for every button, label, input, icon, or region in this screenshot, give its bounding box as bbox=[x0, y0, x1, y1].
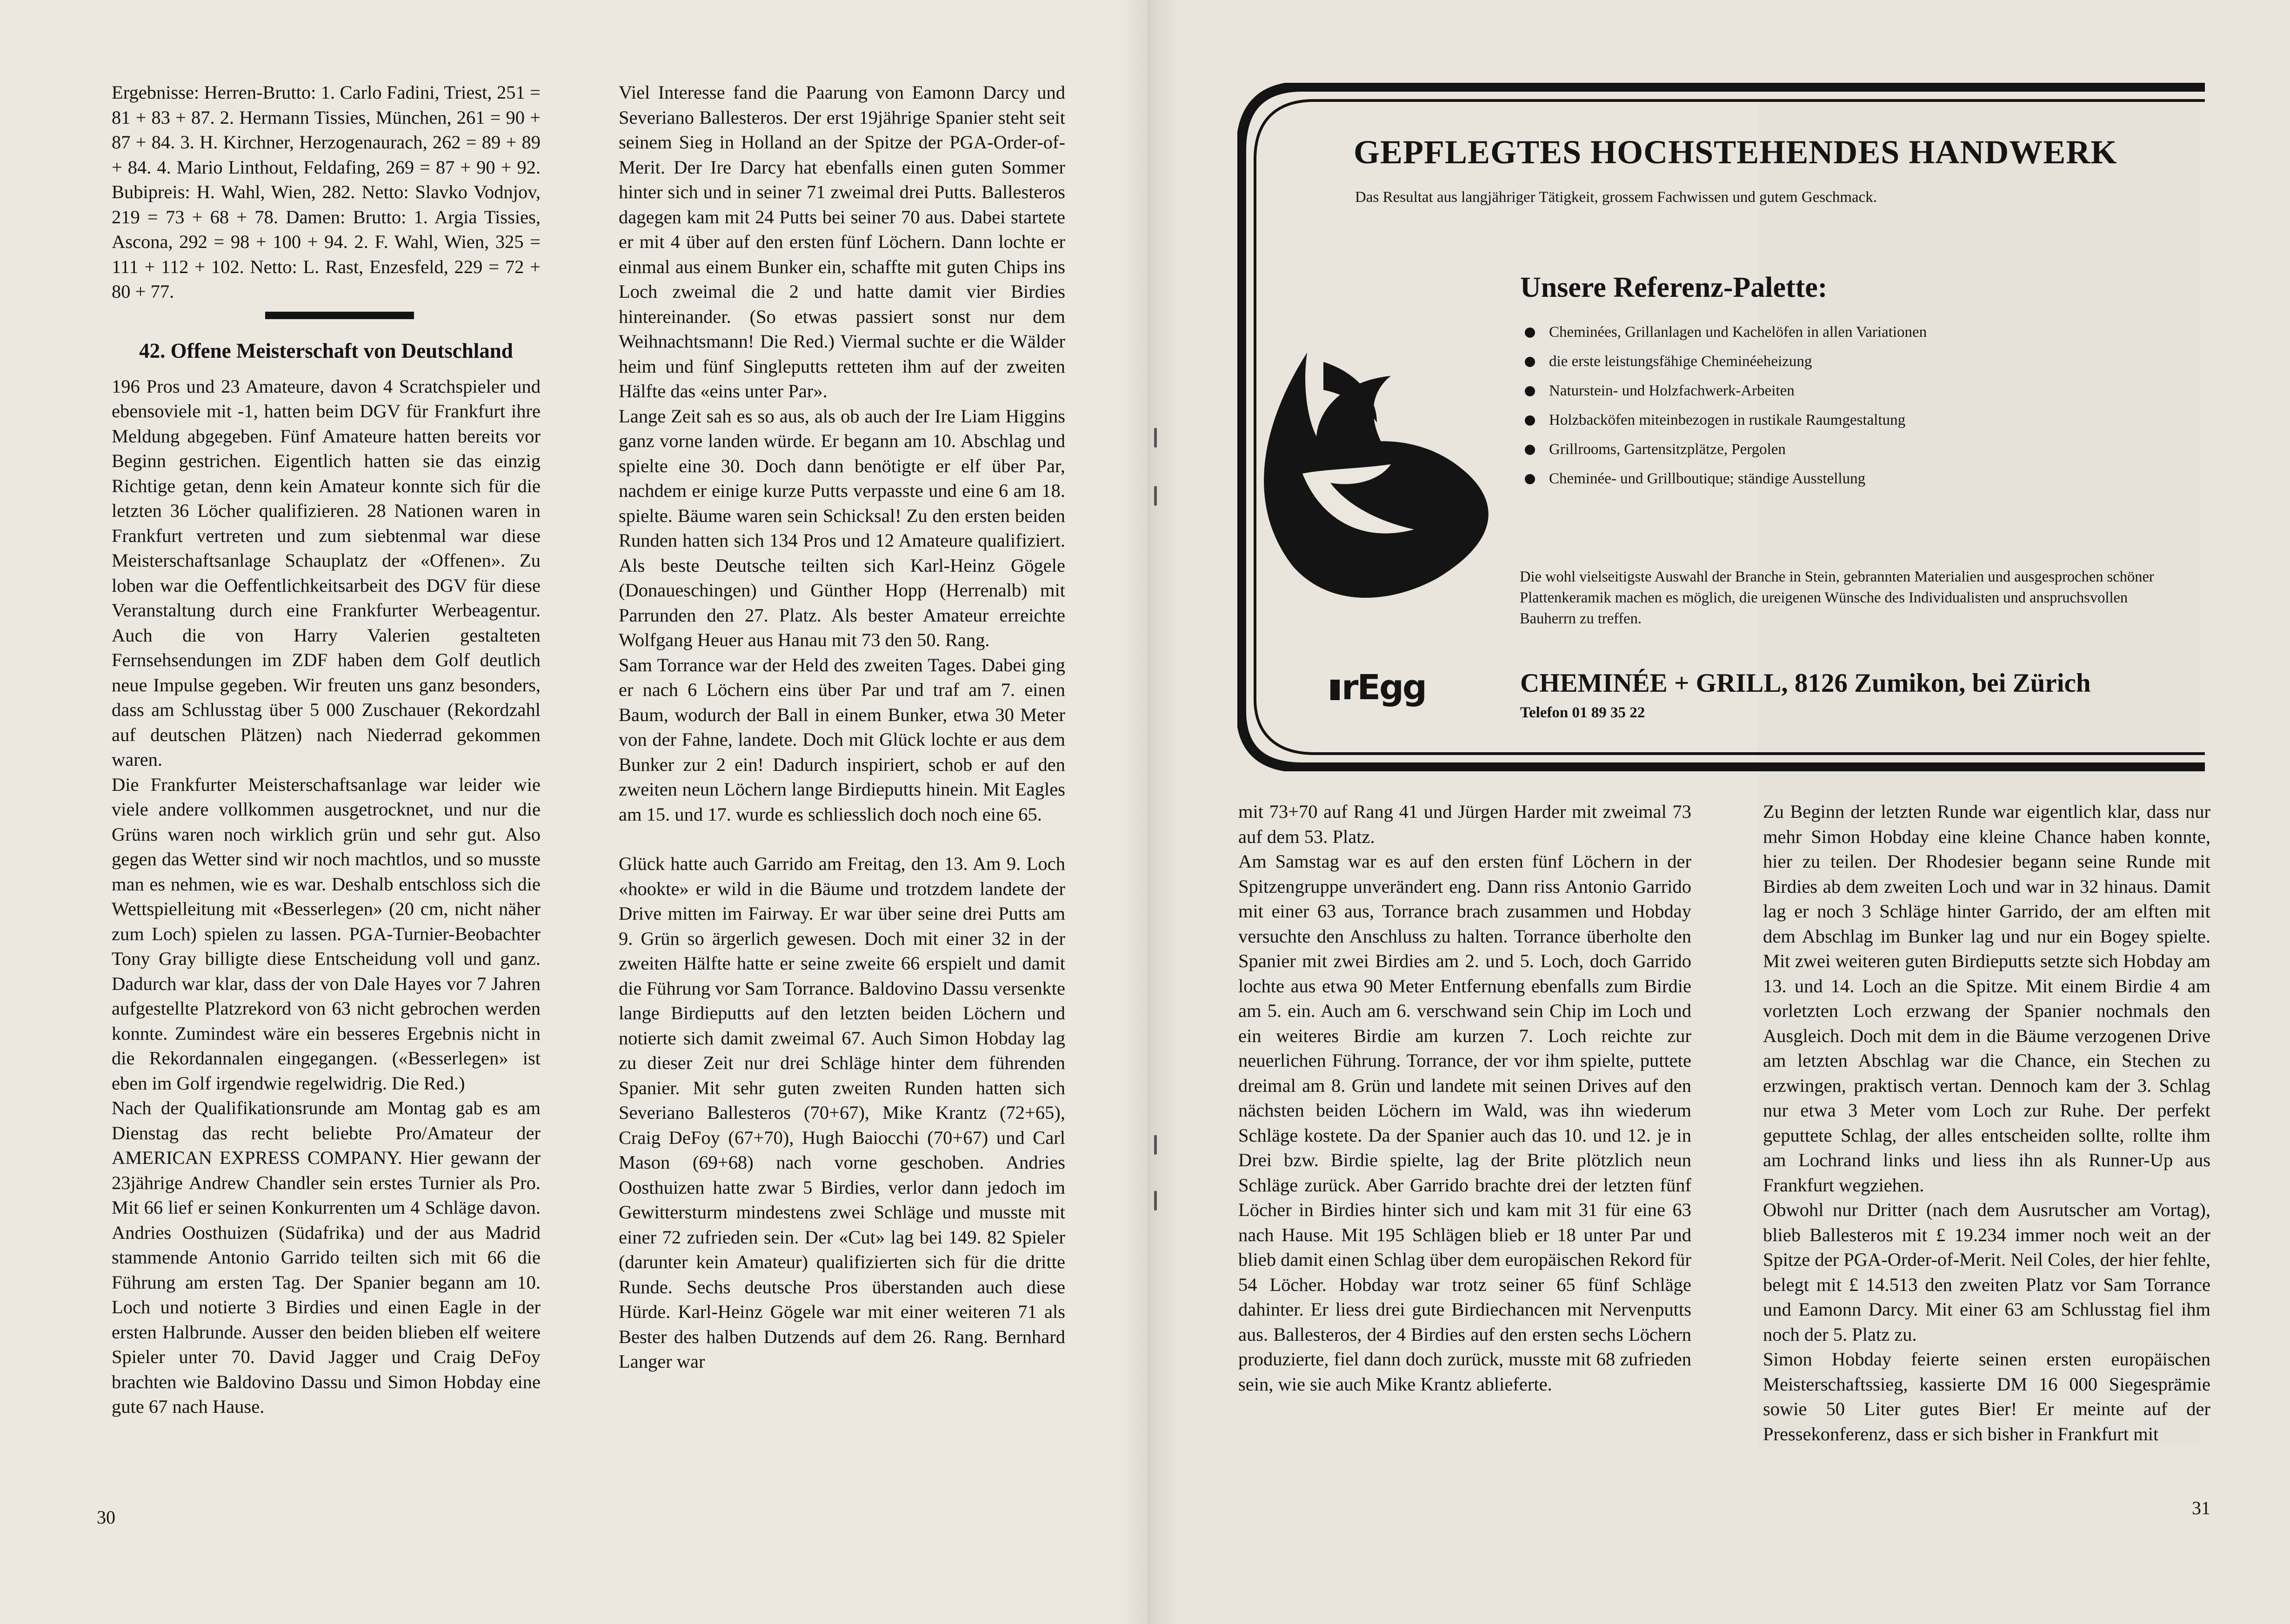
paragraph: Zu Beginn der letzten Runde war eigentlich klar, dass nur mehr Simon Hobday eine kleine Chance haben konnte, hier zu teilen. Der Rhodesier begann seine Runde mit Birdies ab dem zweiten Loch und war in 32 hinaus. Damit lag er noch 3 Schläge hinter Garrido, der am elften mit dem Abschlag im Bunker lag und nur ein Bogey spielte. Mit zwei weiteren guten Birdieputts setzte sich Hobday am 13. und 14. Loch an die Spitze. Mit einem Birdie 4 am vorletzten Loch erzwang der Spanier nochmals den Ausgleich. Doch mit dem in die Bäume verzogenen Drive am letzten Abschlag war die Chance, ein Stechen zu erzwingen, praktisch vertan. Dennoch kam der 3. Schlag nur etwa 3 Meter vom Loch zur Ruhe. Der perfekt geputtete Schlag, der alles entscheiden sollte, rollte ihm am Lochrand links und liess ihn als Runner-Up aus Frankfurt wegziehen. bbox=[1763, 801, 2210, 1196]
list-item: Holzbacköfen miteinbezogen in rustikale Raumgestaltung bbox=[1525, 406, 1927, 435]
page-number-left: 30 bbox=[97, 1507, 115, 1528]
ad-phone: Telefon 01 89 35 22 bbox=[1520, 704, 1645, 721]
ad-reference-list bbox=[1525, 318, 1927, 494]
list-item: Grillrooms, Gartensitzplätze, Pergolen bbox=[1525, 435, 1927, 464]
paragraph: Am Samstag war es auf den ersten fünf Löchern in der Spitzengruppe unverändert eng. Dann riss Antonio Garrido mit einer 63 aus, Torrance brach zusammen und Hobday versuchte den Anschluss zu halten. Torrance überholte den Spanier mit zwei Birdies am 2. und 5. Loch, doch Garrido lochte aus etwa 90 Meter Entfernung ebenfalls zum Birdie am 5. ein. Auch am 6. verschwand sein Chip im Loch und ein weiteres Birdie am kurzen 7. Loch reichte zur neuerlichen Führung. Torrance, der vor ihm spielte, puttete dreimal am 8. Grün und landete mit seinen Drives auf den nächsten beiden Löchern im Wald, was ihn wiederum Schläge kostete. Da der Spanier auch das 10. und 12. je in Drei bzw. Birdie spielte, lag der Brite plötzlich neun Schläge zurück. Aber Garrido brachte drei der letzten fünf Löcher in Birdies hinter sich und kam mit 31 für eine 63 nach Hause. Mit 195 Schlägen blieb er 18 unter Par und blieb damit einen Schlag über dem europäischen Rekord für 54 Löcher. Hobday war trotz seiner 65 fünf Schläge dahinter. Er liess drei gute Birdiechancen mit Nervenputts aus. Ballesteros, der 4 Birdies auf den ersten sechs Löchern produzierte, fiel dann doch zurück, musste mit 68 zufrieden sein, wie sie auch Mike Krantz ablieferte. bbox=[1238, 851, 1691, 1395]
bullet-icon bbox=[1525, 386, 1535, 396]
company-logo: rEgg bbox=[1330, 670, 1426, 705]
paragraph: Obwohl nur Dritter (nach dem Ausrutscher am Vortag), blieb Ballesteros mit £ 19.234 immer noch weit an der Spitze der PGA-Order-of-Merit. Neil Coles, der hier fehlte, belegt mit £ 14.513 den zweiten Platz vor Sam Torrance und Eamonn Darcy. Mit einer 63 am Schlusstag fiel ihm noch der 5. Platz zu. bbox=[1763, 1199, 2210, 1345]
list-item: Cheminée- und Grillboutique; ständige Ausstellung bbox=[1525, 464, 1927, 494]
ad-title: GEPFLEGTES HOCHSTEHENDES HANDWERK bbox=[1354, 134, 2117, 171]
list-item: die erste leistungsfähige Cheminéeheizung bbox=[1525, 347, 1927, 376]
paragraph: Simon Hobday feierte seinen ersten europäischen Meisterschaftssieg, kassierte DM 16 000 Siegesprämie sowie 50 Liter gutes Bier! Er meinte auf der Pressekonferenz, dass er sich bisher in Frankfurt mit bbox=[1763, 1349, 2210, 1444]
ad-paragraph: Die wohl vielseitigste Auswahl der Branche in Stein, gebrannten Materialien und ausgesprochen schöner Plattenkeramik machen es möglich, die ureigenen Wünsche des Individualisten und anspruchsvollen Bauherrn zu treffen. bbox=[1520, 568, 2154, 627]
paragraph: Lange Zeit sah es so aus, als ob auch der Ire Liam Higgins ganz vorne landen würde. Er begann am 10. Abschlag und spielte eine 30. Doch dann benötigte er elf über Par, nachdem er einige kurze Putts verpasste und eine 6 am 18. spielte. Bäume waren sein Schicksal! Zu den ersten beiden Runden hatten sich 134 Pros und 12 Amateure qualifiziert. Als beste Deutsche teilten sich Karl-Heinz Gögele (Donaueschingen) und Günther Hopp (Herrenalb) mit Parrunden den 27. Platz. Als bester Amateur erreichte Wolfgang Heuer aus Hanau mit 73 den 50. Rang. bbox=[619, 405, 1065, 650]
column-4 bbox=[1763, 799, 2210, 1446]
page-number-right: 31 bbox=[2192, 1497, 2210, 1518]
paragraph: mit 73+70 auf Rang 41 und Jürgen Harder mit zweimal 73 auf dem 53. Platz. bbox=[1238, 801, 1691, 847]
bullet-icon bbox=[1525, 357, 1535, 367]
paragraph: Nach der Qualifikationsrunde am Montag gab es am Dienstag das recht beliebte Pro/Amateur der AMERICAN EXPRESS COMPANY. Hier gewann der 23jährige Andrew Chandler sein erstes Turnier als Pro. Mit 66 lief er seinen Konkurrenten um 4 Schläge davon. Andries Oosthuizen (Südafrika) und der aus Madrid stammende Antonio Garrido teilten sich mit 66 die Führung am ersten Tag. Der Spanier begann am 10. Loch und notierte 3 Birdies und einen Eagle in der ersten Halbrunde. Ausser den beiden blieben elf weitere Spieler unter 70. David Jagger und Craig DeFoy brachten wie Baldovino Dassu und Simon Hobday eine gute 67 nach Hause. bbox=[112, 1097, 541, 1417]
staple bbox=[1154, 486, 1157, 506]
column-3 bbox=[1238, 799, 1691, 1397]
ad-contact: CHEMINÉE + GRILL, 8126 Zumikon, bei Zürich bbox=[1520, 668, 2091, 698]
list-item: Cheminées, Grillanlagen und Kachelöfen in allen Variationen bbox=[1525, 318, 1927, 347]
results-paragraph: Ergebnisse: Herren-Brutto: 1. Carlo Fadini, Triest, 251 = 81 + 83 + 87. 2. Hermann Tissies, München, 261 = 90 + 87 + 84. 3. H. Kirchner, Herzogenaurach, 262 = 89 + 89 + 84. 4. Mario Linthout, Feldafing, 269 = 87 + 90 + 92. Bubipreis: H. Wahl, Wien, 282. Netto: Slavko Vodnjov, 219 = 73 + 68 + 78. Damen: Brutto: 1. Argia Tissies, Ascona, 292 = 98 + 100 + 94. 2. F. Wahl, Wien, 325 = 111 + 112 + 102. Netto: L. Rast, Enzesfeld, 229 = 72 + 80 + 77. bbox=[112, 82, 541, 302]
section-heading: 42. Offene Meisterschaft von Deutschland bbox=[139, 339, 513, 362]
column-1 bbox=[112, 80, 541, 1419]
paragraph: Sam Torrance war der Held des zweiten Tages. Dabei ging er nach 6 Löchern eins über Par und traf am 7. einen Baum, wodurch der Ball in einem Bunker, etwa 30 Meter von der Fahne, landete. Doch mit Glück lochte er aus dem Bunker zur 2 ein! Dadurch inspiriert, schob er auf den zweiten neun Löchern lange Birdieputts hinein. Mit Eagles am 15. und 17. wurde es schliesslich doch noch eine 65. bbox=[619, 654, 1065, 825]
ad-reference-heading: Unsere Referenz-Palette: bbox=[1520, 272, 1828, 303]
bullet-icon bbox=[1525, 474, 1535, 484]
staple bbox=[1154, 428, 1157, 448]
ad-subtitle: Das Resultat aus langjähriger Tätigkeit, grossem Fachwissen und gutem Geschmack. bbox=[1355, 189, 1877, 206]
bullet-icon bbox=[1525, 415, 1535, 426]
column-2 bbox=[619, 80, 1065, 1374]
section-divider bbox=[265, 312, 414, 319]
paragraph: Die Frankfurter Meisterschaftsanlage war leider wie viele andere vollkommen ausgetrocknet, und nur die Grüns waren noch wirklich grün und sehr gut. Also gegen das Wetter sind wir noch machtlos, und so musste man es nehmen, wie es war. Deshalb entschloss sich die Wettspielleitung mit «Besserlegen» (20 cm, nicht näher zum Loch) spielen zu lassen. PGA-Turnier-Beobachter Tony Gray billigte diese Entscheidung voll und ganz. Dadurch war klar, dass der von Dale Hayes vor 7 Jahren aufgestellte Platzrekord von 63 nicht gebrochen werden konnte. Zumindest wäre ein besseres Ergebnis nicht in die Rekordannalen eingegangen. («Besserlegen» ist eben im Golf irgendwie regelwidrig. Die Red.) bbox=[112, 774, 541, 1094]
staple bbox=[1154, 1191, 1157, 1210]
paragraph: Viel Interesse fand die Paarung von Eamonn Darcy und Severiano Ballesteros. Der erst 19jährige Spanier steht seit seinem Sieg in Holland an der Spitze der PGA-Order-of-Merit. Der Ire Darcy hat ebenfalls einen guten Sommer hinter sich und in seiner 71 zweimal drei Putts. Ballesteros dagegen kam mit 24 Putts bei seiner 70 aus. Dabei startete er mit 4 über auf den ersten fünf Löchern. Dann lochte er einmal aus einem Bunker ein, schaffte mit guten Chips ins Loch zweimal die 2 und hatte damit vier Birdies hintereinander. (So etwas passiert sonst nur dem Weihnachtsmann! Die Red.) Viermal suchte er die Wälder heim und fünf Singleputts retteten ihm auf der zweiten Hälfte das «eins unter Par». bbox=[619, 82, 1065, 401]
bullet-icon bbox=[1525, 445, 1535, 455]
paragraph: 196 Pros und 23 Amateure, davon 4 Scratchspieler und ebensoviele mit -1, hatten beim DGV für Frankfurt ihre Meldung abgegeben. Fünf Amateure hatten bereits vor Beginn gestrichen. Eigentlich hatten sie das einzig Richtige getan, denn kein Amateur konnte sich für die letzten 36 Löcher qualifizieren. 28 Nationen waren in Frankfurt vertreten und zum siebtenmal war diese Meisterschaftsanlage Schauplatz der «Offenen». Zu loben war die Oeffentlichkeitsarbeit des DGV für diese Veranstaltung durch eine Frankfurter Werbeagentur. Auch die von Harry Valerien gestalteten Fernsehsendungen im ZDF haben dem Golf deutlich neue Impulse gegeben. Wir freuten uns ganz besonders, dass am Schlusstag über 5 000 Zuschauer (Rekordzahl auf deutschen Plätzen) nach Niederrad gekommen waren. bbox=[112, 375, 541, 770]
gutter bbox=[1121, 0, 1177, 1624]
list-item: Naturstein- und Holzfachwerk-Arbeiten bbox=[1525, 376, 1927, 406]
bullet-icon bbox=[1525, 327, 1535, 338]
staple bbox=[1154, 1135, 1157, 1155]
paragraph: Glück hatte auch Garrido am Freitag, den 13. Am 9. Loch «hookte» er wild in die Bäume und trotzdem landete der Drive mitten im Fairway. Er war über seine drei Putts am 9. Grün so ärgerlich gewesen. Doch mit einer 32 in der zweiten Hälfte hatte er seine zweite 66 erspielt und damit die Führung vor Sam Torrance. Baldovino Dassu versenkte lange Birdieputts auf den letzten beiden Löchern und notierte sich damit zweimal 67. Auch Simon Hobday lag zu dieser Zeit nur drei Schläge hinter dem führenden Spanier. Mit sehr guten zweiten Runden hatten sich Severiano Ballesteros (70+67), Mike Krantz (72+65), Craig DeFoy (67+70), Hugh Baiocchi (70+67) und Carl Mason (69+68) nach vorne geschoben. Andries Oosthuizen hatte zwar 5 Birdies, verlor dann jedoch im Gewittersturm mindestens zwei Schläge und musste mit einer 72 zufrieden sein. Der «Cut» lag bei 149. 82 Spieler (darunter kein Amateur) qualifizierten sich für die dritte Runde. Sechs deutsche Pros überstanden auch diese Hürde. Karl-Heinz Gögele war mit einer weiteren 71 als Bester des halben Dutzends auf dem 26. Rang. Bernhard Langer war bbox=[619, 853, 1065, 1372]
flame-graphic bbox=[1264, 353, 1489, 598]
advertisement bbox=[1237, 83, 2205, 771]
